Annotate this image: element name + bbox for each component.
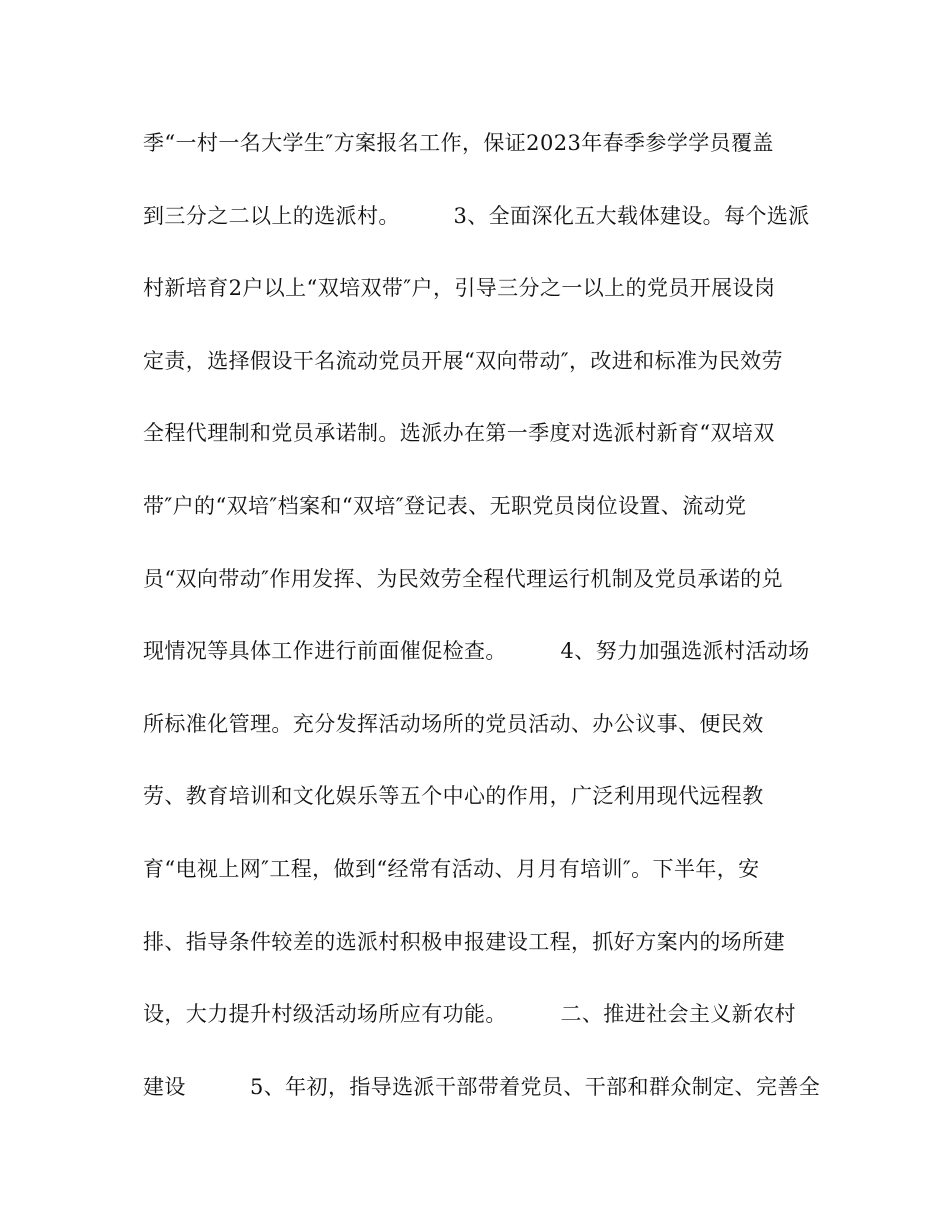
text-line: 所标准化管理。充分发挥活动场所的党员活动、办公议事、便民效 (143, 711, 764, 736)
text-line: 村新培育2户以上“双培双带″户，引导三分之一以上的党员开展设岗 (143, 276, 776, 301)
text-line: 现情况等具体工作进行前面催促检查。 4、努力加强选派村活动场 (143, 639, 810, 664)
text-line: 季“一村一名大学生″方案报名工作，保证2023年春季参学学员覆盖 (143, 131, 774, 155)
text-line: 育“电视上网″工程，做到“经常有活动、月月有培训″。下半年，安 (143, 856, 760, 881)
text-line: 设，大力提升村级活动场所应有功能。 二、推进社会主义新农村 (143, 1002, 796, 1027)
body-text (143, 121, 823, 1137)
text-line: 排、指导条件较差的选派村积极申报建设工程，抓好方案内的场所建 (143, 929, 785, 954)
text-line: 定责，选择假设干名流动党员开展“双向带动″，改进和标准为民效劳 (143, 348, 783, 373)
text-line: 全程代理制和党员承诺制。选派办在第一季度对选派村新育“双培双 (143, 421, 775, 446)
text-line: 带″户的“双培″档案和“双培″登记表、无职党员岗位设置、流动党 (143, 493, 747, 518)
text-line: 到三分之二以上的选派村。 3、全面深化五大载体建设。每个选派 (143, 203, 810, 228)
text-line: 建设 5、年初，指导选派干部带着党员、干部和群众制定、完善全 (143, 1074, 821, 1099)
text-line: 员“双向带动″作用发挥、为民效劳全程代理运行机制及党员承诺的兑 (143, 566, 783, 591)
text-line: 劳、教育培训和文化娱乐等五个中心的作用，广泛利用现代远程教 (143, 784, 764, 809)
